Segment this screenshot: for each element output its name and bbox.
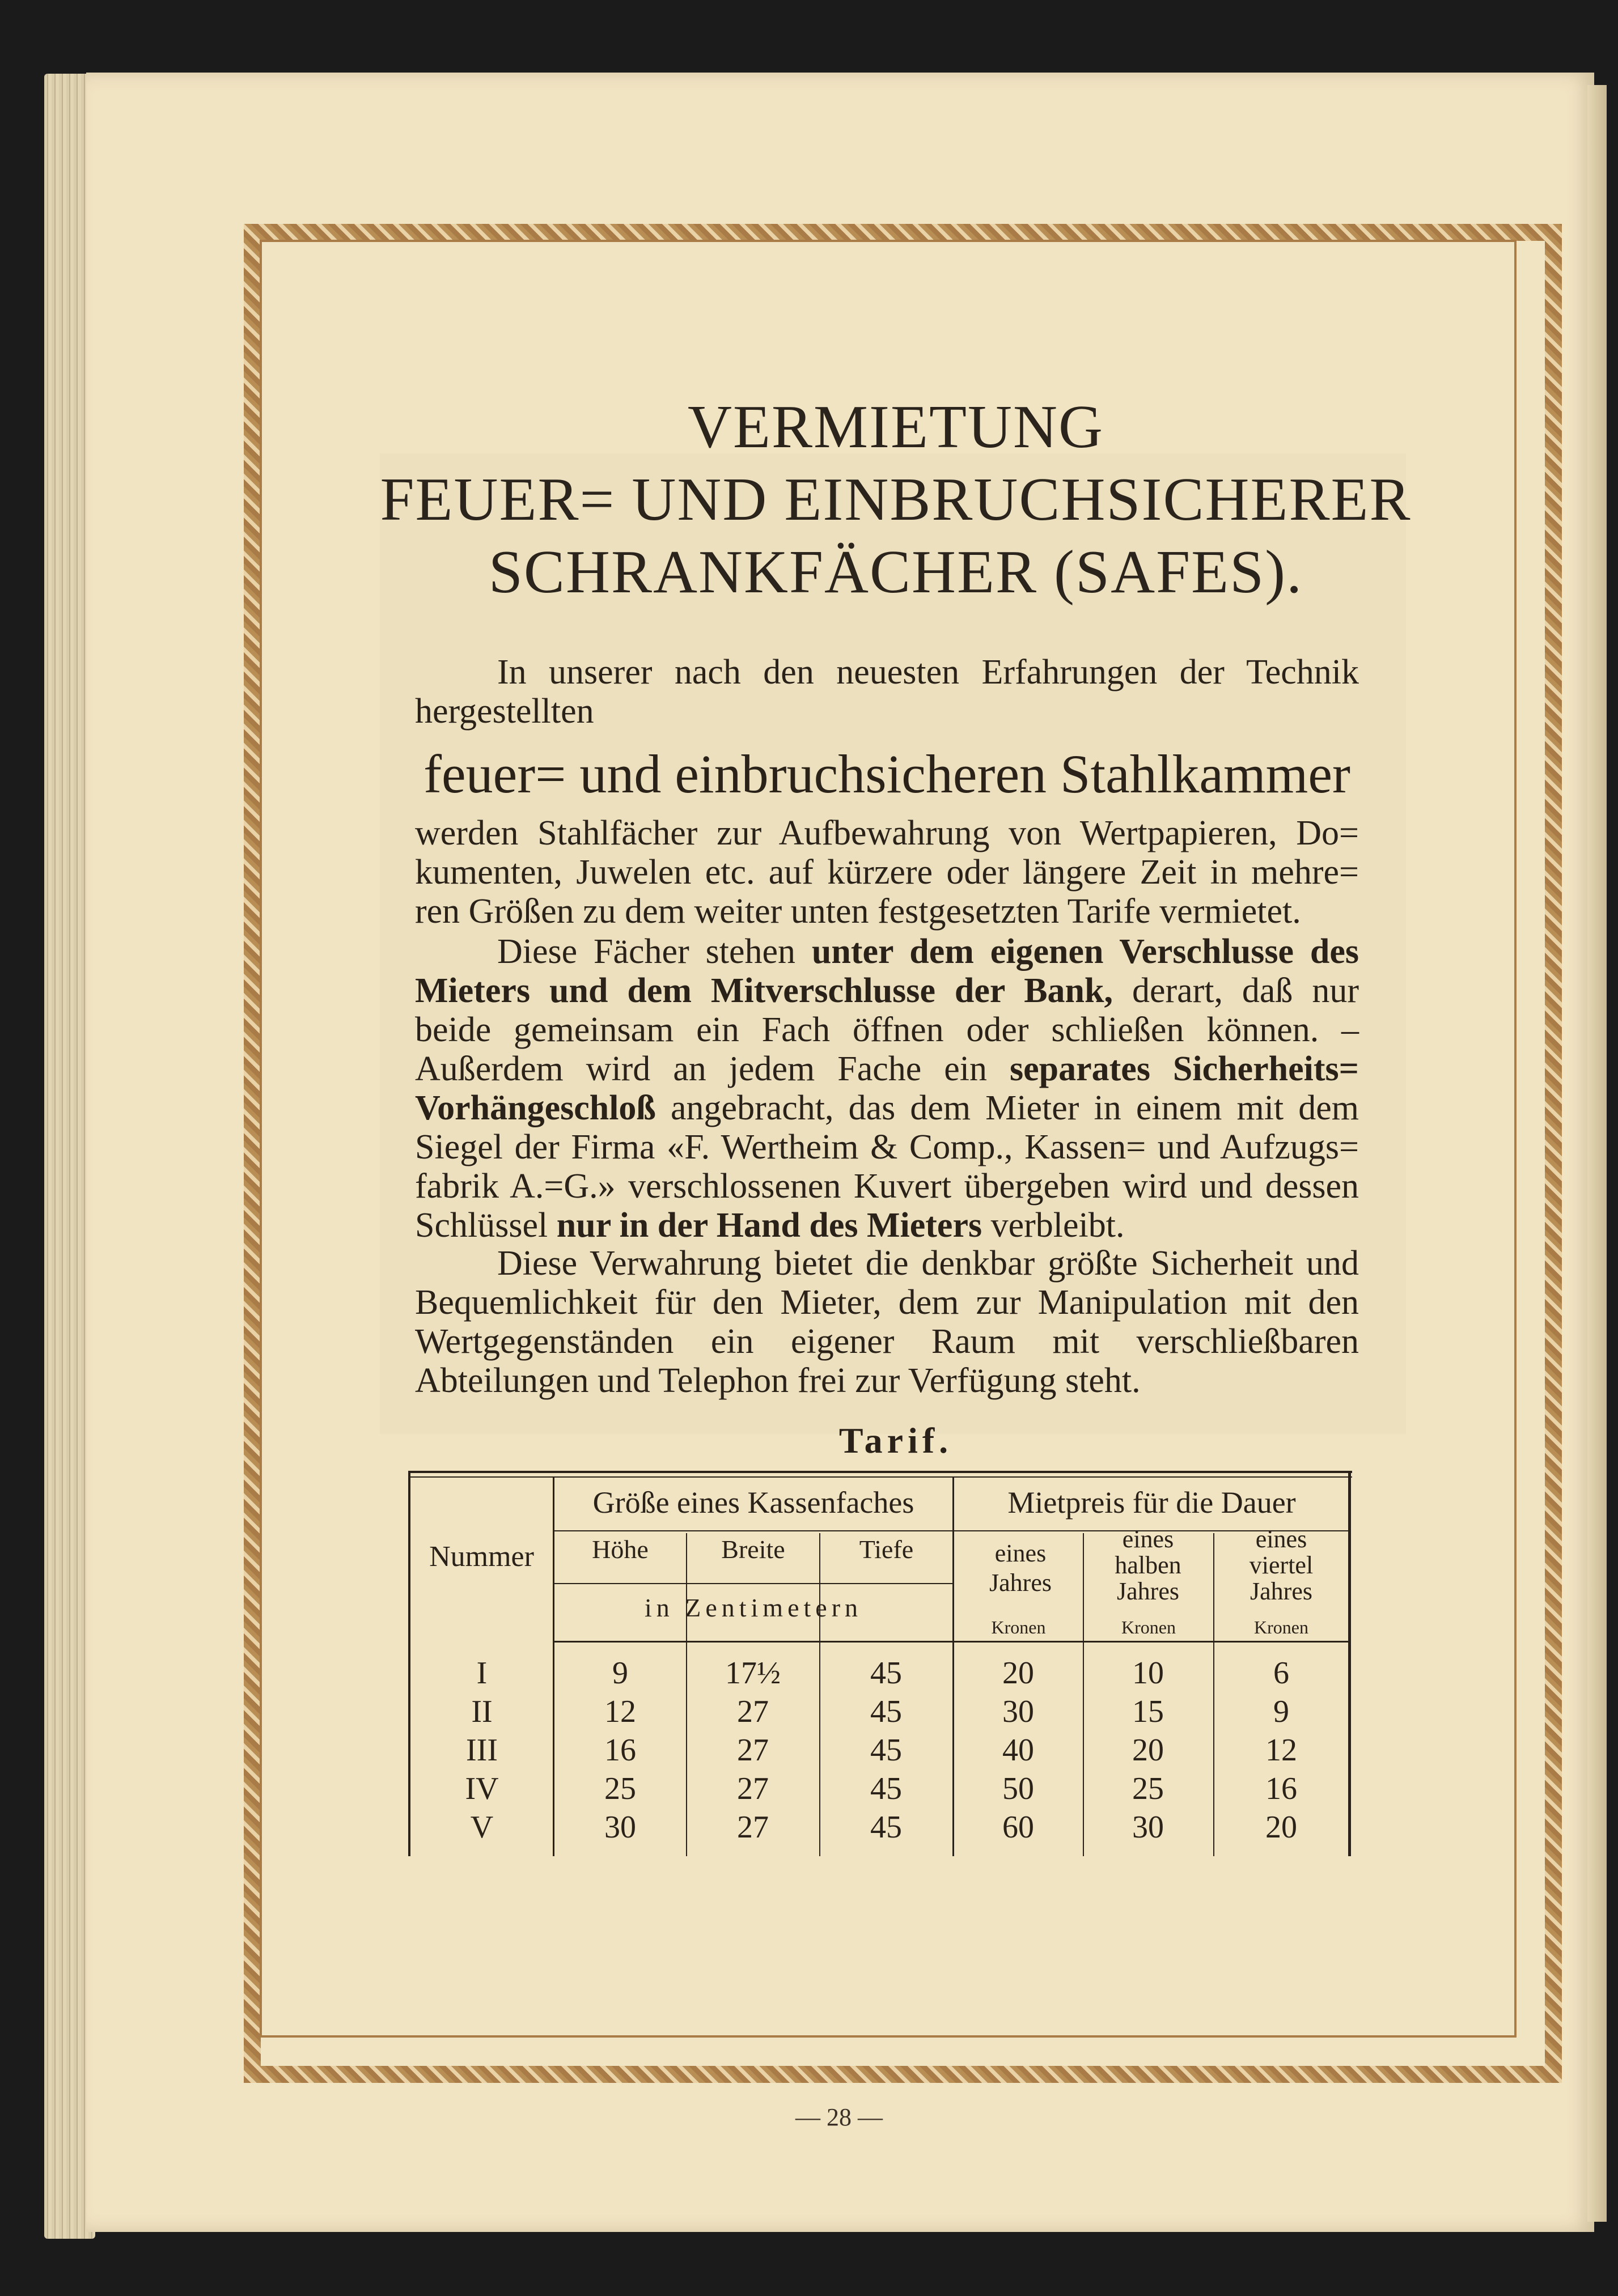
divider-width [819,1533,820,1856]
row-height: 12 [604,1694,636,1729]
row-price-year: 40 [1002,1733,1034,1768]
col-year-header: eines Jahres [989,1539,1052,1597]
lock-paragraph [415,932,1359,1245]
row-depth: 45 [870,1733,902,1768]
lock-text-g: verbleibt. [990,1206,1125,1245]
table-left-rule [408,1471,410,1856]
title-line-3: SCHRANKFÄCHER (SAFES). [488,538,1303,606]
divider-year [1083,1533,1084,1856]
col-number-header: Nummer [429,1540,534,1573]
col-quarter-header: eines viertel Jahres [1249,1525,1314,1605]
row-price-quarter: 12 [1265,1733,1297,1768]
intro-paragraph: In unserer nach den neuesten Erfahrungen der Technik hergestellten [415,653,1359,731]
row-depth: 45 [870,1694,902,1729]
row-number: V [470,1810,494,1845]
divider-height [686,1533,687,1856]
row-number: III [466,1733,498,1768]
row-price-half: 10 [1132,1656,1164,1691]
row-width: 27 [737,1810,769,1845]
row-width: 27 [737,1733,769,1768]
page-right-edge [1587,85,1607,2222]
group-size-header: Größe eines Kassenfaches [592,1486,914,1520]
unit-kronen-quarter: Kronen [1254,1617,1308,1637]
row-price-half: 20 [1132,1733,1164,1768]
col-half-header: eines halben Jahres [1115,1525,1181,1605]
lock-text-c: derart, daß nur beide gemeinsam ein Fach öffnen oder schließen können. – Außerdem wird an jedem Fache ein [415,971,1359,1088]
row-price-half: 15 [1132,1694,1164,1729]
lock-text-bold-f: nur in der Hand des Mieters [556,1206,982,1245]
row-number: I [476,1656,488,1691]
row-height: 30 [604,1810,636,1845]
lock-text-a: Diese Fächer stehen [497,932,795,971]
row-price-half: 25 [1132,1771,1164,1806]
row-width: 27 [737,1771,769,1806]
lock-text-bold-b: unter dem eigenen Verschlusse des Mieters und dem Mitverschlusse der Bank, [415,932,1359,1010]
row-price-year: 20 [1002,1656,1034,1691]
col-width-header: Breite [721,1535,785,1564]
title-line-1: VERMIETUNG [688,393,1104,461]
row-price-quarter: 9 [1273,1694,1289,1729]
col-depth-header: Tiefe [859,1535,914,1564]
row-depth: 45 [870,1771,902,1806]
rule-body [554,1641,1351,1643]
row-price-quarter: 20 [1265,1810,1297,1845]
safety-paragraph: Diese Verwahrung bietet die denkbar größte Sicherheit und Bequemlichkeit für den Mieter, dem zur Manipulation mit den Wertgegenständen ein eigener Raum mit verschließbaren Abteilungen und Telephon frei zur Verfügung steht. [415,1244,1359,1400]
row-number: IV [465,1771,499,1806]
unit-kronen-year: Kronen [991,1617,1046,1637]
row-price-half: 30 [1132,1810,1164,1845]
table-right-rule [1348,1471,1351,1856]
row-height: 25 [604,1771,636,1806]
row-price-year: 60 [1002,1810,1034,1845]
table-top-rule [408,1471,1352,1473]
col-height-header: Höhe [592,1535,649,1564]
row-number: II [471,1694,493,1729]
divider-half [1213,1533,1214,1856]
row-depth: 45 [870,1656,902,1691]
row-price-quarter: 16 [1265,1771,1297,1806]
lock-text-e: angebracht, das dem Mieter in einem mit dem Siegel der Firma «F. Wertheim & Comp., Kassen= und Aufzugs= fabrik A.=G.» verschlossenen Kuvert übergeben wird und dessen Schlüssel [415,1089,1359,1245]
rule-unit-cm [554,1583,952,1584]
tarif-heading: Tarif. [838,1420,953,1461]
highlight-line: feuer= und einbruchsicheren Stahlkammer [423,744,1350,804]
tarif-table [408,1471,1355,1862]
row-height: 16 [604,1733,636,1768]
divider-size-price [952,1478,954,1856]
unit-cm-label: in Zentimetern [644,1593,863,1622]
row-price-year: 50 [1002,1771,1034,1806]
title-line-2: FEUER= UND EINBRUCHSICHERER [380,466,1412,533]
lock-text-bold-d: separates Sicherheits= Vorhängeschloß [415,1050,1359,1127]
unit-kronen-half: Kronen [1121,1617,1176,1637]
row-depth: 45 [870,1810,902,1845]
row-price-year: 30 [1002,1694,1034,1729]
page-number: — 28 — [795,2103,883,2131]
rent-paragraph: werden Stahlfächer zur Aufbewahrung von Wertpapieren, Do= kumenten, Juwelen etc. auf kürzere oder längere Zeit in mehre= ren Größen zu dem weiter unten festgesetzten Tarife vermietet. [415,814,1359,931]
group-price-header: Mietpreis für die Dauer [1007,1486,1296,1520]
table-top-rule-thin [408,1476,1352,1478]
row-price-quarter: 6 [1273,1656,1289,1691]
row-height: 9 [612,1656,628,1691]
row-width: 17½ [725,1656,781,1691]
row-width: 27 [737,1694,769,1729]
